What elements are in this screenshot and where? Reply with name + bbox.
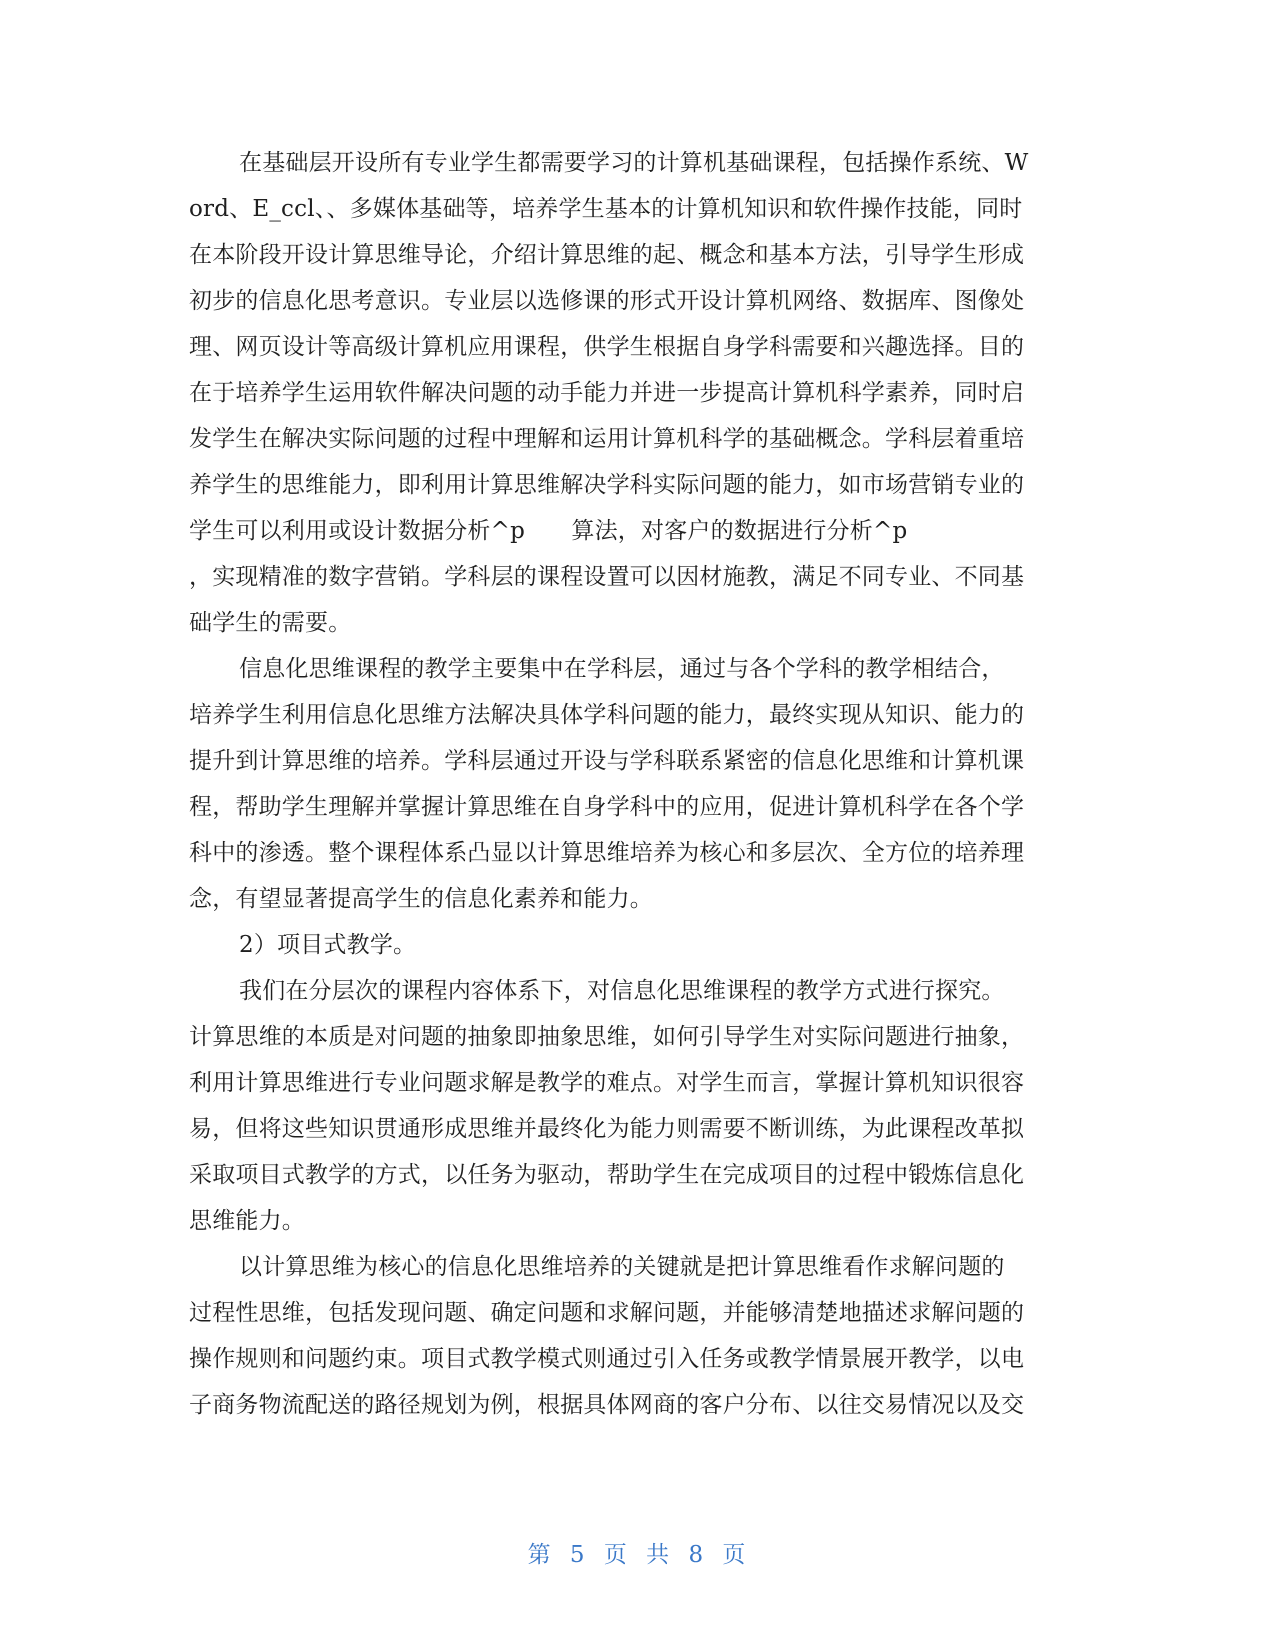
text-line: 操作规则和问题约束。项目式教学模式则通过引入任务或教学情景展开教学，以电	[189, 1346, 1025, 1372]
text-line: 程，帮助学生理解并掌握计算思维在自身学科中的应用，促进计算机科学在各个学	[189, 794, 1025, 820]
text-line: 础学生的需要。	[189, 610, 352, 636]
text-line: 利用计算思维进行专业问题求解是教学的难点。对学生而言，掌握计算机知识很容	[189, 1070, 1025, 1096]
text-line: 学生可以利用或设计数据分析^p 算法，对客户的数据进行分析^p	[189, 518, 908, 544]
text-line: ，实现精准的数字营销。学科层的课程设置可以因材施教，满足不同专业、不同基	[189, 564, 1025, 590]
footer-word: 页	[603, 1542, 629, 1568]
text-line: ord、E_ccl、、多媒体基础等，培养学生基本的计算机知识和软件操作技能，同时	[189, 196, 1023, 222]
text-line: 思维能力。	[189, 1208, 305, 1234]
text-line: 以计算思维为核心的信息化思维培养的关键就是把计算思维看作求解问题的	[239, 1254, 1005, 1280]
text-line: 培养学生利用信息化思维方法解决具体学科问题的能力，最终实现从知识、能力的	[189, 702, 1025, 728]
page-number: 5	[569, 1542, 587, 1568]
footer-word: 页	[722, 1542, 748, 1568]
section-heading: 2）项目式教学。	[239, 932, 417, 958]
text-line: 在本阶段开设计算思维导论，介绍计算思维的起、概念和基本方法，引导学生形成	[189, 242, 1025, 268]
text-line: 易，但将这些知识贯通形成思维并最终化为能力则需要不断训练，为此课程改革拟	[189, 1116, 1025, 1142]
footer-word: 共	[646, 1542, 672, 1568]
text-line: 初步的信息化思考意识。专业层以选修课的形式开设计算机网络、数据库、图像处	[189, 288, 1025, 314]
footer-word: 第	[527, 1542, 553, 1568]
text-line: 计算思维的本质是对问题的抽象即抽象思维，如何引导学生对实际问题进行抽象，	[189, 1024, 1025, 1050]
text-line: 理、网页设计等高级计算机应用课程，供学生根据自身学科需要和兴趣选择。目的	[189, 334, 1025, 360]
text-line: 采取项目式教学的方式，以任务为驱动，帮助学生在完成项目的过程中锻炼信息化	[189, 1162, 1025, 1188]
text-line: 养学生的思维能力，即利用计算思维解决学科实际问题的能力，如市场营销专业的	[189, 472, 1025, 498]
text-line: 在于培养学生运用软件解决问题的动手能力并进一步提高计算机科学素养，同时启	[189, 380, 1025, 406]
total-pages: 8	[688, 1542, 706, 1568]
text-line: 过程性思维，包括发现问题、确定问题和求解问题，并能够清楚地描述求解问题的	[189, 1300, 1025, 1326]
text-line: 念，有望显著提高学生的信息化素养和能力。	[189, 886, 653, 912]
text-line: 我们在分层次的课程内容体系下，对信息化思维课程的教学方式进行探究。	[239, 978, 1005, 1004]
page-footer	[0, 1536, 1275, 1569]
text-line: 提升到计算思维的培养。学科层通过开设与学科联系紧密的信息化思维和计算机课	[189, 748, 1025, 774]
text-line: 子商务物流配送的路径规划为例，根据具体网商的客户分布、以往交易情况以及交	[189, 1392, 1025, 1418]
text-line: 发学生在解决实际问题的过程中理解和运用计算机科学的基础概念。学科层着重培	[189, 426, 1025, 452]
text-line: 信息化思维课程的教学主要集中在学科层，通过与各个学科的教学相结合，	[239, 656, 1005, 682]
text-line: 在基础层开设所有专业学生都需要学习的计算机基础课程，包括操作系统、W	[239, 150, 1029, 176]
text-line: 科中的渗透。整个课程体系凸显以计算思维培养为核心和多层次、全方位的培养理	[189, 840, 1025, 866]
